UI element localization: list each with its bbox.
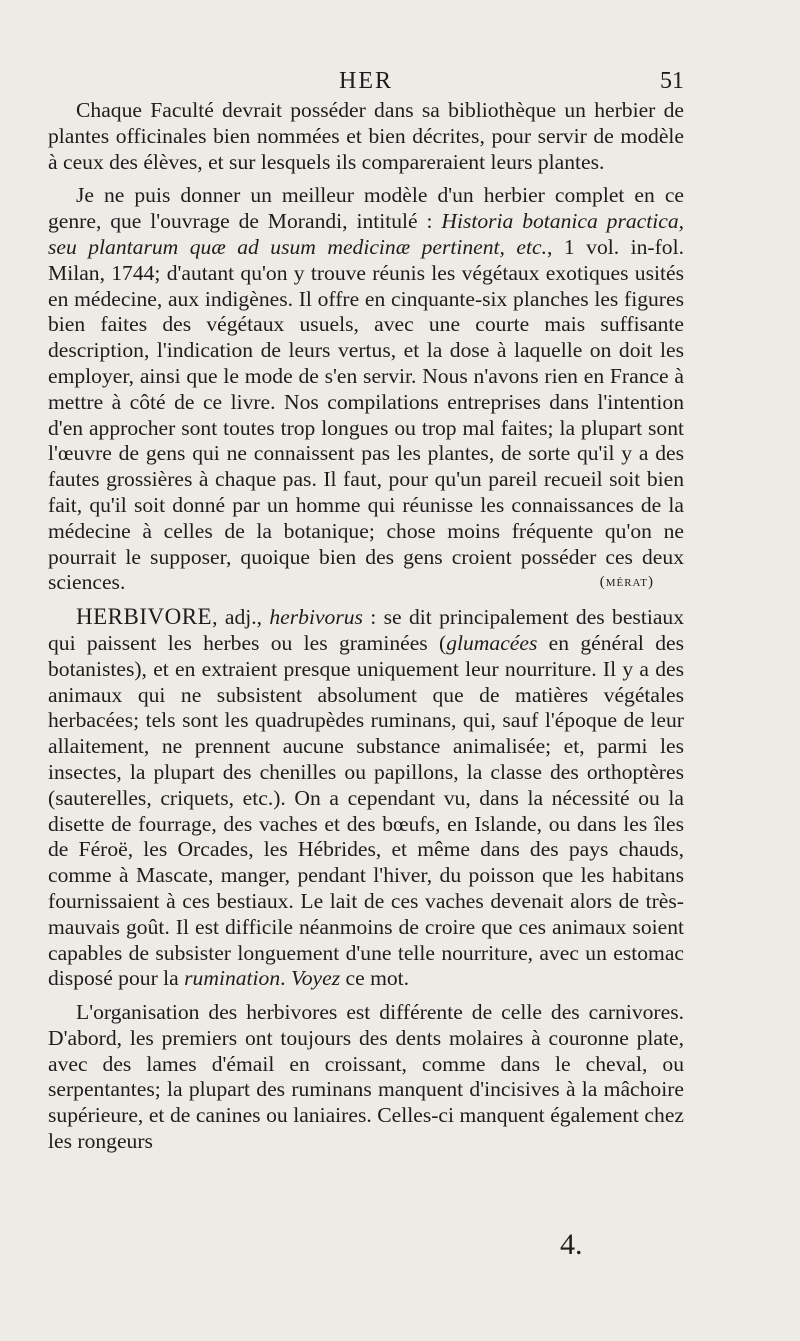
cross-reference: Voyez xyxy=(290,966,341,991)
paragraph-text: , 1 vol. in-fol. Milan, 1744; d'autant qu'on y trouve réunis les végétaux exotiques usités en médecine, aux indigènes. Il offre en cinquante-six planches les figures bien faites des végétaux usuels, avec une courte mais suffisante description, l'indication de leurs vertus, et la dose à laquelle on doit les employer, ainsi que le mode de s'en servir. Nous n'avons rien en France à mettre à côté de ce livre. Nos compilations entreprises dans l'intention d'en approcher sont toutes trop longues ou trop mal faites; la plupart sont l'œuvre de gens qui ne connaissent pas les plantes, de sorte qu'il y a des fautes grossières à chaque pas. Il faut, pour qu'un pareil recueil soit bien fait, qu'il soit donné par un homme qui réunisse les connaissances de la médecine à celles de la botanique; chose moins fréquente qu'on ne pourrait le supposer, quoique bien des gens croient posséder ces deux sciences. xyxy=(48,234,684,595)
paragraph-faculte xyxy=(48,98,684,175)
paragraph-text: Je ne puis donner un meilleur modèle d'un herbier complet en ce genre, que l'ouvrage de Morandi, intitulé : xyxy=(48,183,684,234)
author-signature: (mérat) xyxy=(599,574,654,591)
book-title: Historia botanica practica, seu plantarum quæ ad usum medicinæ pertinent, etc. xyxy=(48,209,685,259)
paragraph-organisation xyxy=(48,1000,684,1155)
page-body xyxy=(48,98,684,1163)
paragraph-text: , adj., xyxy=(212,605,270,630)
italic-term: rumination xyxy=(184,966,281,991)
signature-mark: 4. xyxy=(560,1228,583,1261)
paragraph-text: : se dit principalement des bestiaux qui paissent les herbes ou les graminées ( xyxy=(48,605,684,655)
italic-term: glumacées xyxy=(446,630,538,655)
latin-term: herbivorus xyxy=(269,605,363,630)
paragraph-text: L'organisation des herbivores est différente de celle des carnivores. D'abord, les premiers ont toujours des dents molaires à couronne plate, avec des lames d'émail en croissant, comme dans le cheval, ou serpentantes; la plupart des ruminans manquent d'incisives à la mâchoire supérieure, et de canines ou laniaires. Celles-ci manquent également chez les rongeurs xyxy=(48,1000,684,1154)
paragraph-text: . xyxy=(280,966,291,991)
page-header xyxy=(48,68,684,98)
entry-herbivore xyxy=(48,604,684,992)
paragraph-text: ce mot. xyxy=(340,966,410,991)
running-head: HER xyxy=(339,68,393,94)
paragraph-text: en général des botanistes), et en extraient presque uniquement leur nourriture. Il y a des animaux qui ne subsistent absolument que de matières végétales herbacées; tels sont les quadrupèdes ruminans, qui, sauf l'époque de leur allaitement, ne prennent aucune substance animalisée; et, parmi les insectes, la plupart des chenilles ou papillons, la classe des orthoptères (sauterelles, criquets, etc.). On a cependant vu, dans la nécessité ou la disette de fourrage, des vaches et des bœufs, en Islande, ou dans les îles de Féroë, les Orcades, les Hébrides, et même dans des pays chauds, comme à Mascate, manger, pendant l'hiver, du poisson que les habitans fournissaient à ces bestiaux. Le lait de ces vaches devenait alors de très-mauvais goût. Il est difficile néanmoins de croire que ces animaux soient capables de subsister longuement d'une telle nourriture, avec un estomac disposé pour la xyxy=(48,630,684,991)
page-number: 51 xyxy=(660,68,684,94)
paragraph-text: Chaque Faculté devrait posséder dans sa bibliothèque un herbier de plantes officinales bien nommées et bien décrites, pour servir de modèle à ceux des élèves, et sur lesquels ils compareraient leurs plantes. xyxy=(48,98,684,174)
paragraph-morandi xyxy=(48,183,684,596)
entry-headword: HERBIVORE xyxy=(76,604,213,630)
